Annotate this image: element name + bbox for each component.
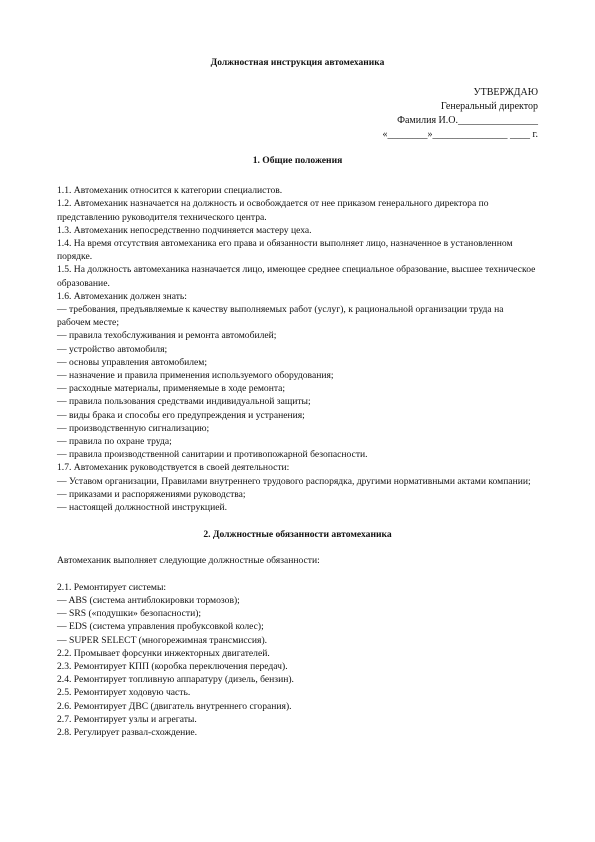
section-spacer [57, 514, 538, 528]
approver-name-line: Фамилия И.О.________________ [397, 115, 538, 126]
section-1-item: — устройство автомобиля; [57, 343, 168, 355]
approval-block [298, 86, 538, 142]
section-2-item: — ABS (система антиблокировки тормозов); [57, 594, 240, 606]
section-1-item: 1.2. Автомеханик назначается на должность и освобождается от нее приказом генерального директора по представлению руководителя технического центра. [57, 198, 489, 223]
section-2-item: — SUPER SELECT (многорежимная трансмиссия). [57, 634, 268, 646]
section-2-item: 2.5. Ремонтирует ходовую часть. [57, 687, 191, 699]
section-1-item: — основы управления автомобилем; [57, 356, 208, 368]
approval-date-line: «________»_______________ ____ г. [382, 129, 538, 140]
section-2-item: 2.1. Ремонтирует системы: [57, 581, 167, 593]
document-title: Должностная инструкция автомеханика [210, 58, 385, 68]
section-1-item: — правила пользования средствами индивидуальной защиты; [57, 396, 311, 408]
section-1-item: 1.6. Автомеханик должен знать: [57, 290, 187, 302]
section-2-item: 2.6. Ремонтирует ДВС (двигатель внутреннего сгорания). [57, 700, 292, 712]
section-1-item: — правила по охране труда; [57, 436, 172, 448]
section-1-item: — правила техобслуживания и ремонта автомобилей; [57, 330, 277, 342]
section-1-item: 1.1. Автомеханик относится к категории специалистов. [57, 185, 283, 197]
section-2-item: 2.3. Ремонтирует КПП (коробка переключения передач). [57, 660, 288, 672]
section-spacer [57, 568, 538, 581]
section-1-item: 1.3. Автомеханик непосредственно подчиняется мастеру цеха. [57, 224, 312, 236]
section-1-item: — производственную сигнализацию; [57, 422, 210, 434]
section-1-item: — приказами и распоряжениями руководства; [57, 488, 246, 500]
section-1-item: — Уставом организации, Правилами внутреннего трудового распорядка, другими нормативными актами компании; [57, 475, 531, 487]
section-2-item: 2.8. Регулирует развал-схождение. [57, 726, 198, 738]
section-2-item: — SRS («подушки» безопасности); [57, 608, 202, 620]
section-2-item: — EDS (система управления пробуксовкой колес); [57, 621, 264, 633]
section-1-item: — расходные материалы, применяемые в ходе ремонта; [57, 383, 286, 395]
section-2-item: 2.2. Промывает форсунки инжекторных двигателей. [57, 647, 270, 659]
section-1-item: — требования, предъявляемые к качеству выполняемых работ (услуг), к рациональной организации труда на рабочем месте; [57, 304, 504, 329]
document-body [57, 154, 538, 739]
section-2-item: 2.7. Ремонтирует узлы и агрегаты. [57, 713, 197, 725]
approver-position: Генеральный директор [440, 101, 538, 112]
approve-label: УТВЕРЖДАЮ [473, 87, 538, 98]
section-spacer [57, 541, 538, 554]
section-1-item: — назначение и правила применения используемого оборудования; [57, 370, 334, 382]
section-1-item: — виды брака и способы его предупреждения и устранения; [57, 409, 305, 421]
section-1-item: — настоящей должностной инструкцией. [57, 502, 227, 514]
section-1-item: 1.5. На должность автомеханика назначается лицо, имеющее среднее специальное образование, высшее техническое образование. [57, 264, 536, 289]
section-1-list [57, 184, 538, 514]
section-2-intro: Автомеханик выполняет следующие должностные обязанности: [57, 555, 320, 567]
section-2-item: 2.4. Ремонтирует топливную аппаратуру (дизель, бензин). [57, 674, 294, 686]
section-2-title: 2. Должностные обязанности автомеханика [203, 529, 392, 541]
section-1-item: 1.7. Автомеханик руководствуется в своей деятельности: [57, 462, 290, 474]
section-1-item: 1.4. На время отсутствия автомеханика его права и обязанности выполняет лицо, назначенное в установленном порядке. [57, 238, 513, 263]
section-1-item: — правила производственной санитарии и противопожарной безопасности. [57, 449, 368, 461]
section-1-title: 1. Общие положения [252, 155, 343, 166]
section-2-list [57, 581, 538, 739]
